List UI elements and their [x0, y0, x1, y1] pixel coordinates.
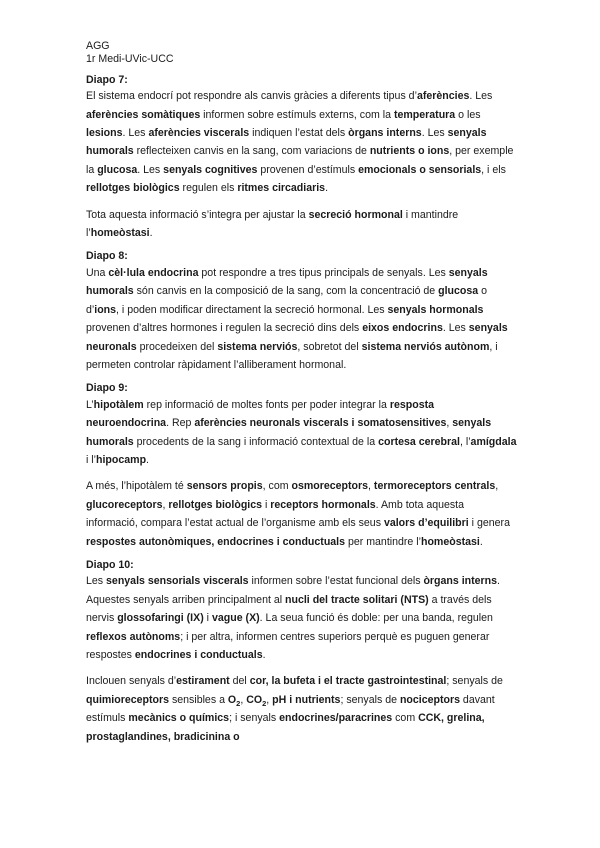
text-run: i l’ [86, 453, 97, 466]
text-run: procedents de la sang i informació contextual de la [133, 435, 379, 448]
bold-term: mecànics o químics [128, 712, 230, 725]
text-run: Una [86, 266, 109, 279]
bold-term: senyals humorals [86, 417, 492, 448]
bold-term: sistema nerviós autònom [361, 340, 490, 353]
text-run: , i els [481, 163, 506, 176]
bold-term: lesions [86, 127, 123, 140]
bold-term: glucosa [97, 163, 138, 176]
text-run: . Aquestes senyals arriben principalment al [86, 575, 500, 606]
text-run: rep informació de moltes fonts per poder integrar la [143, 398, 390, 411]
text-run: ; senyals de [340, 693, 400, 706]
section-heading: Diapo 7: [86, 73, 128, 86]
bold-term: sistema nerviós [217, 340, 298, 353]
text-run: , [240, 693, 247, 706]
paragraph [86, 672, 518, 746]
bold-term: senyals humorals [86, 127, 487, 158]
text-run: Inclouen senyals d’ [86, 675, 177, 688]
text-run: ; i senyals [229, 712, 280, 725]
text-run: . [149, 227, 153, 240]
text-run: i [262, 498, 271, 511]
text-run: provenen d’altres hormones i regulen la secreció dins dels [86, 322, 363, 335]
subscript-text: 2 [236, 698, 241, 708]
bold-term: receptors hormonals [270, 498, 376, 511]
text-run: informen sobre l’estat funcional dels [248, 575, 424, 588]
bold-term: amígdala [470, 435, 517, 448]
bold-term: rellotges biològics [86, 182, 180, 195]
text-run: regulen els [179, 182, 238, 195]
bold-term: òrgans interns [348, 127, 422, 140]
text-run: informen sobre estímuls externs, com la [200, 108, 394, 121]
bold-term: senyals humorals [86, 266, 488, 298]
bold-term: ions [94, 303, 117, 316]
text-run: , [162, 498, 169, 511]
text-run: ; i per altra, informen centres superiors perquè es puguen generar respostes [86, 630, 490, 661]
text-run: indiquen l’estat dels [249, 127, 349, 140]
bold-term: termoreceptors centrals [373, 480, 496, 493]
bold-term: cor, la bufeta i el tracte gastrointestinal [249, 675, 447, 688]
section-diapo-7 [86, 74, 518, 243]
bold-term: secreció hormonal [308, 208, 403, 221]
bold-term: O [227, 693, 237, 706]
bold-term: senyals sensorials viscerals [106, 575, 249, 588]
author-initials: AGG [86, 40, 110, 52]
subscript-text: 2 [262, 698, 267, 708]
bold-term: senyals cognitives [163, 163, 258, 176]
bold-term: senyals neuronals [86, 322, 508, 353]
text-run: L’ [86, 398, 94, 411]
bold-term: homeòstasi [90, 227, 150, 240]
bold-term: endocrines/paracrines [279, 712, 393, 725]
bold-term: òrgans interns [423, 575, 498, 588]
bold-term: endocrines i conductuals [134, 649, 263, 661]
text-run: , [368, 480, 374, 493]
bold-term: valors d’equilibri [383, 517, 469, 530]
text-run: sensibles a [169, 693, 228, 706]
section-diapo-8 [86, 250, 518, 374]
bold-term: homeòstasi [420, 535, 480, 548]
bold-term: osmoreceptors [291, 480, 369, 493]
bold-term: cortesa cerebral [378, 435, 460, 448]
text-run: per mantindre l’ [345, 535, 421, 548]
bold-term: hipotàlem [93, 398, 144, 411]
text-run: . [262, 649, 266, 661]
section-diapo-9 [86, 382, 518, 551]
bold-term: cèl·lula endocrina [108, 266, 199, 279]
paragraph [86, 396, 518, 470]
text-run: ; senyals de [446, 675, 503, 688]
text-run: pot respondre a tres tipus principals de senyals. Les [198, 266, 449, 279]
bold-term: quimioreceptors [86, 693, 170, 706]
bold-term: emocionals o sensorials [358, 163, 482, 176]
text-run: , [446, 417, 453, 430]
paragraph [86, 206, 518, 243]
text-run: , l’ [459, 435, 471, 448]
bold-term: temperatura [393, 108, 456, 121]
text-run: a través dels nervis [86, 593, 492, 625]
text-run: o d’ [86, 285, 488, 316]
text-run: i mantindre l’ [86, 208, 459, 240]
bold-term: nociceptors [399, 693, 460, 706]
bold-term: pH i nutrients [272, 693, 341, 706]
text-run: són canvis en la composició de la sang, com la concentració de [133, 285, 439, 298]
text-run: , i poden modificar directament la secreció hormonal. Les [116, 303, 388, 316]
bold-term: aferències neuronals viscerals i somatosensitives [194, 417, 447, 430]
bold-term: glossofaringi (IX) [117, 612, 204, 625]
text-run: . Rep [166, 417, 195, 430]
bold-term: ritmes circadiaris [237, 182, 326, 195]
text-run: Les [86, 575, 107, 588]
text-run: provenen d’estímuls [257, 163, 359, 176]
bold-term: vague (X) [211, 612, 260, 625]
text-run: davant estímuls [86, 693, 495, 725]
text-run: . Les [122, 127, 149, 140]
text-run: . [146, 453, 149, 466]
text-run: . Les [137, 163, 164, 176]
text-run: o les [455, 108, 481, 121]
bold-term: estirament [176, 675, 230, 688]
document-header [86, 40, 518, 67]
bold-term: glucoreceptors [86, 498, 163, 511]
section-heading: Diapo 8: [86, 250, 128, 263]
bold-term: nutrients o ions [369, 145, 450, 158]
paragraph [86, 264, 518, 374]
bold-term: eixos endocrins [362, 322, 443, 335]
bold-term: rellotges biològics [168, 498, 263, 511]
text-run: . [325, 182, 329, 195]
bold-term: reflexos autònoms [86, 630, 181, 643]
section-heading: Diapo 9: [86, 382, 128, 395]
text-run: . Amb tota aquesta informació, compara l’estat actual de l’organisme amb els seus [86, 498, 465, 530]
text-run: , i permeten controlar ràpidament l’alliberament hormonal. [86, 340, 498, 371]
bold-term: resposta neuroendocrina [86, 398, 435, 430]
bold-term: nucli del tracte solitari (NTS) [285, 593, 429, 606]
text-run: . Les [421, 127, 448, 140]
bold-term: CO [246, 693, 263, 706]
text-run: . Les [442, 322, 469, 335]
text-run: , [495, 480, 499, 493]
text-run: , sobretot del [297, 340, 362, 353]
text-run: i [203, 612, 212, 625]
text-run: del [229, 675, 250, 688]
paragraph [86, 572, 518, 664]
bold-term: sensors propis [186, 480, 263, 493]
text-run: i genera [468, 517, 510, 530]
text-run: . Les [469, 90, 493, 103]
bold-term: hipocamp [96, 453, 147, 466]
paragraph [86, 477, 518, 551]
course-label: 1r Medi-UVic-UCC [86, 53, 174, 66]
bold-term: CCK, grelina, prostaglandines, bradicinina o [86, 712, 485, 743]
text-run: . [479, 535, 483, 548]
text-run: A més, l’hipotàlem té [86, 480, 187, 493]
bold-term: senyals hormonals [387, 303, 484, 316]
bold-term: aferències viscerals [148, 127, 250, 140]
text-run: El sistema endocrí pot respondre als canvis gràcies a diferents tipus d’ [86, 90, 417, 103]
section-diapo-10 [86, 559, 518, 746]
bold-term: aferències [416, 90, 470, 103]
text-run: . La seua funció és doble: per una banda, regulen [259, 612, 493, 625]
document-page [86, 40, 518, 754]
text-run: com [392, 712, 419, 725]
text-run: reflecteixen canvis en la sang, com variacions de [133, 145, 370, 158]
text-run: , com [262, 480, 292, 493]
bold-term: glucosa [438, 285, 479, 298]
text-run: Tota aquesta informació s’integra per ajustar la [86, 208, 309, 221]
text-run: procedeixen del [136, 340, 218, 353]
bold-term: aferències somàtiques [86, 108, 201, 121]
paragraph [86, 87, 518, 197]
text-run: , [266, 693, 273, 706]
section-heading: Diapo 10: [86, 558, 134, 571]
bold-term: respostes autonòmiques, endocrines i conductuals [86, 535, 346, 548]
text-run: , per exemple la [86, 145, 514, 176]
